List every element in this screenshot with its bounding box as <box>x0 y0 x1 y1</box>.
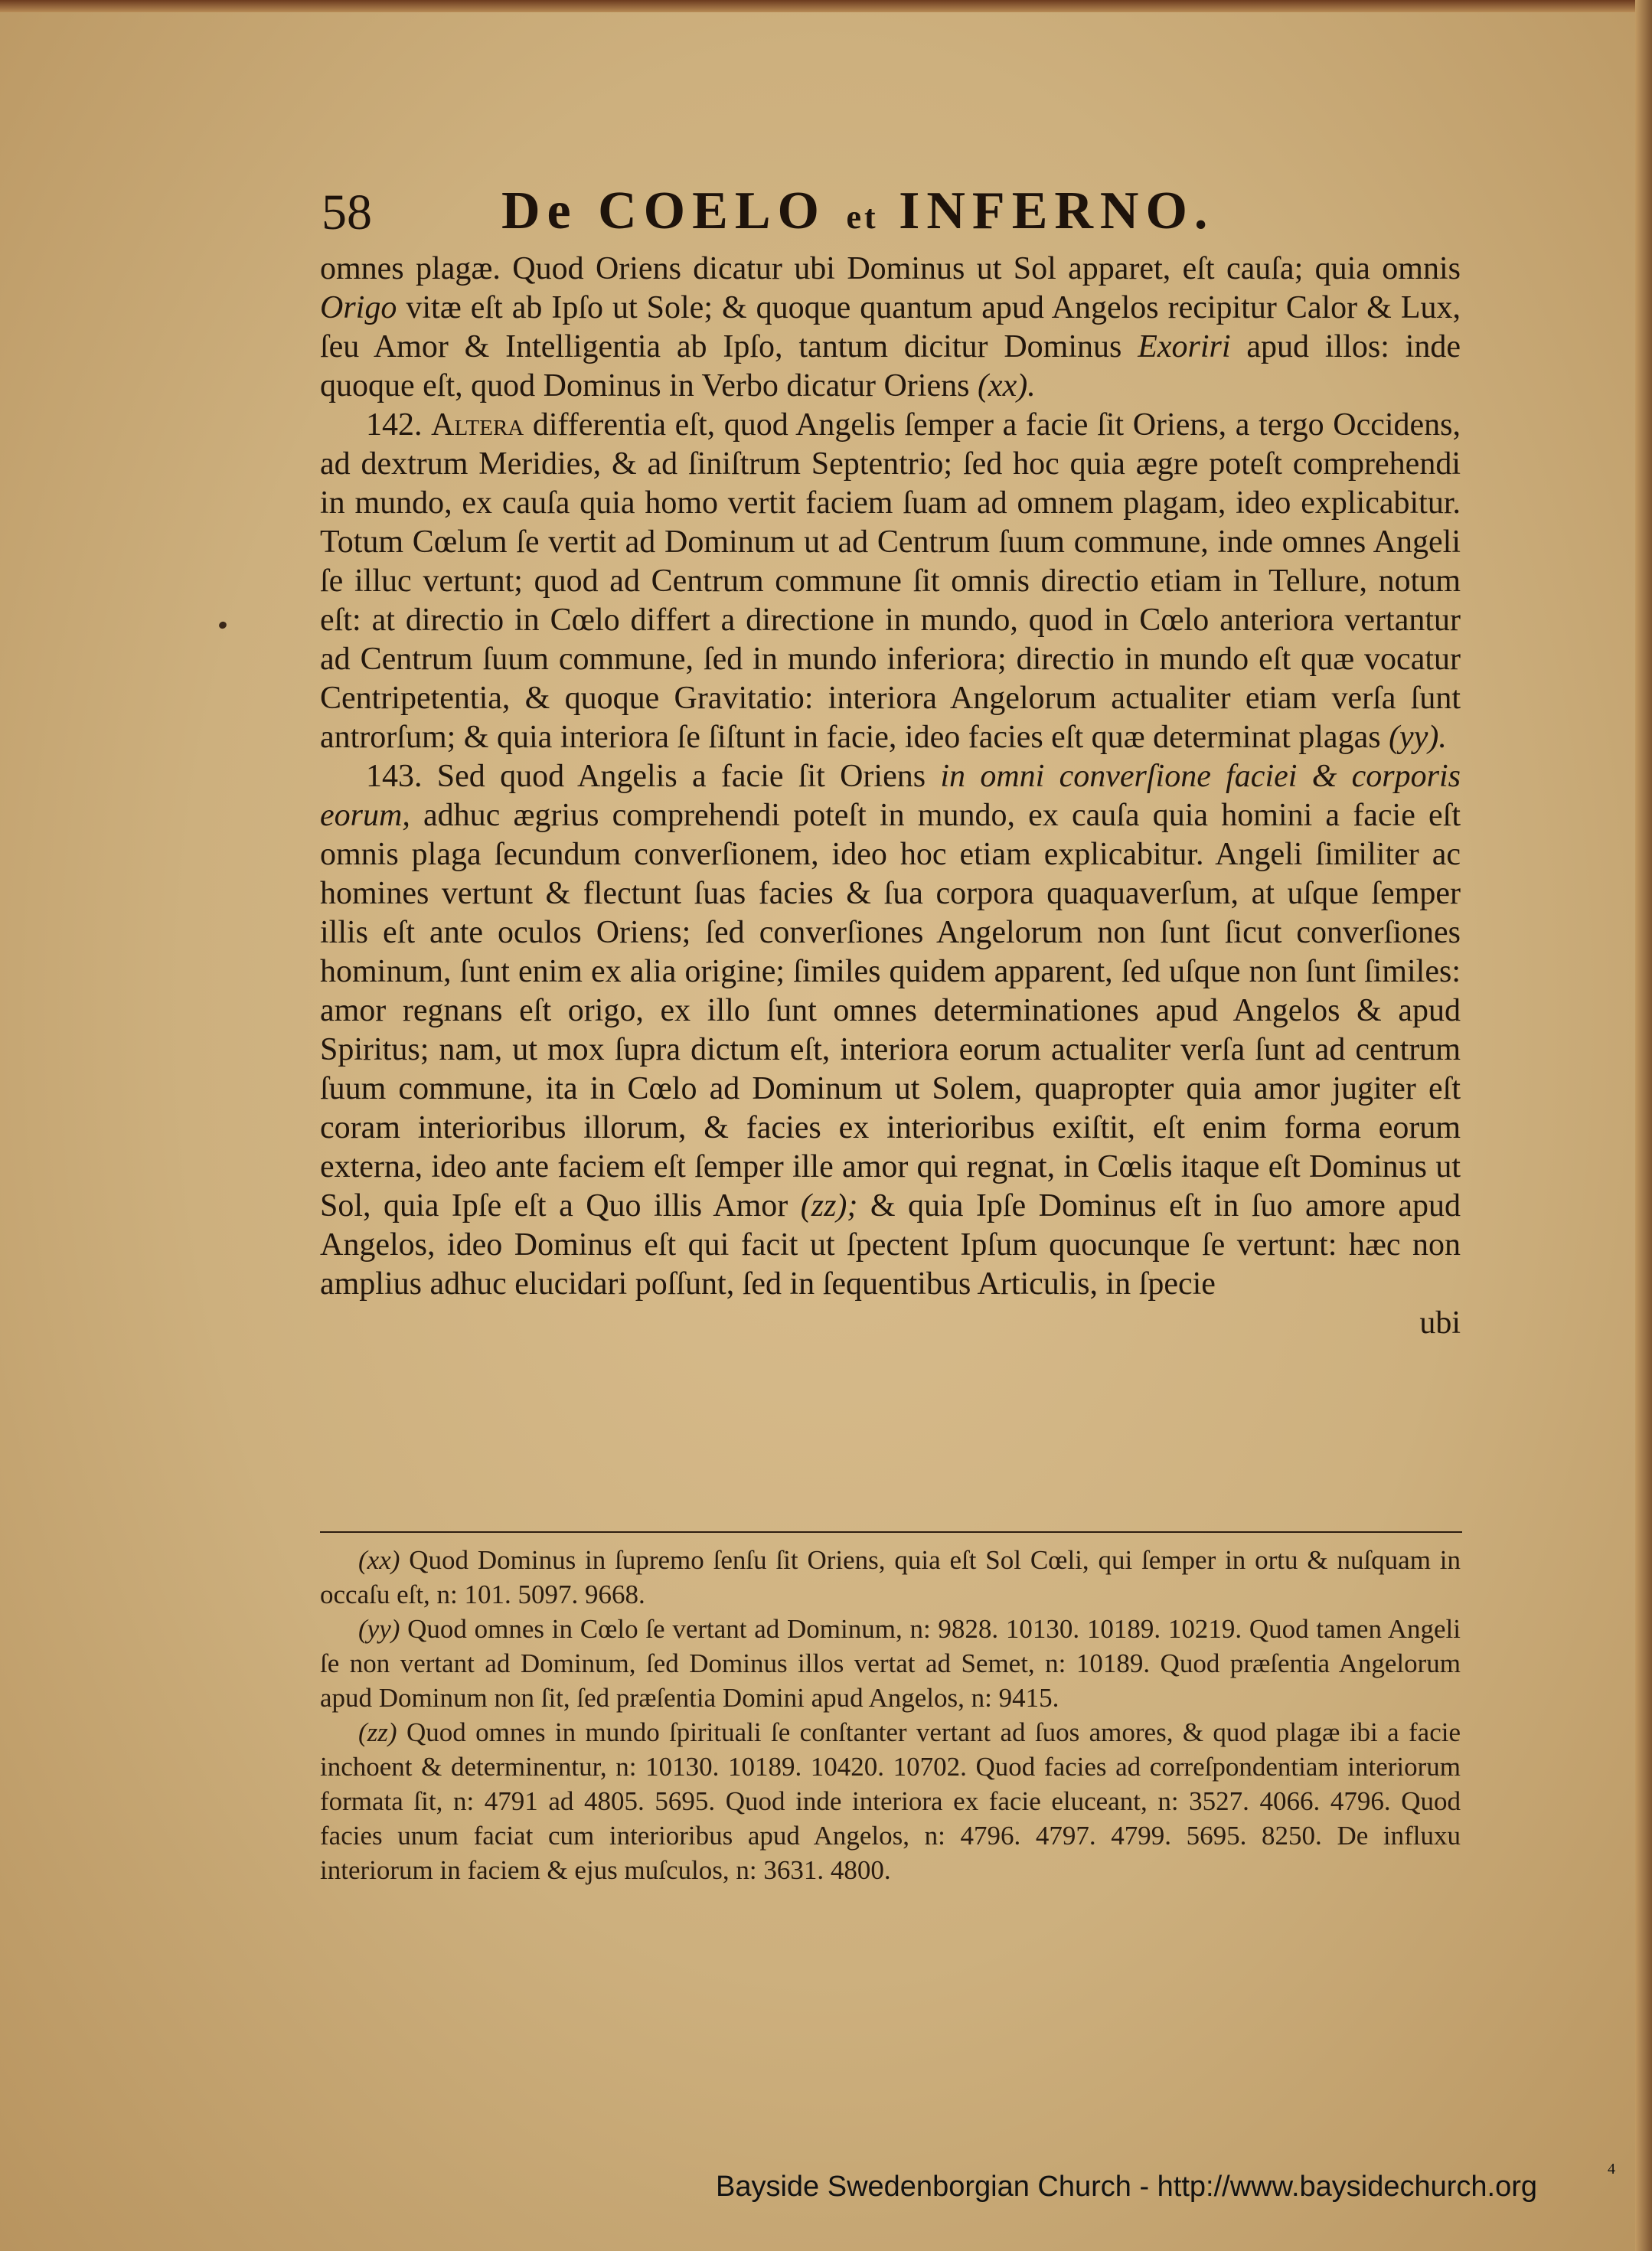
page-right-edge <box>1635 0 1652 2251</box>
footnote-ref-xx: (xx). <box>977 368 1036 403</box>
paragraph-number: 142. <box>366 407 423 443</box>
footnote-ref-zz: (zz); <box>800 1188 858 1224</box>
footnote-xx: (xx) Quod Dominus in ſupremo ſenſu ſit Oriens, quia eſt Sol Cœli, qui ſemper in ortu & nuſquam in occaſu eſt, n: 101. 5097. 9668. <box>320 1545 1461 1609</box>
ink-mark <box>217 620 227 630</box>
catchword: ubi <box>1419 1305 1461 1341</box>
main-text <box>320 250 1461 1343</box>
paragraph-number: 143. <box>366 759 423 794</box>
watermark-caption: Bayside Swedenborgian Church - http://www.baysidechurch.org <box>716 2171 1538 2203</box>
page-header <box>322 175 1470 251</box>
paragraph-142: 142. Altera differentia eſt, quod Angelis ſemper a facie ſit Oriens, a tergo Occidens, ad dextrum Meridies, & ad ſiniſtrum Septentrio; ſed hoc quia ægre poteſt comprehendi in mundo, ex cauſa quia homo vertit faciem ſuam ad omnem plagam, ideo explicabitur. Totum Cœlum ſe vertit ad Dominum ut ad Centrum ſuum commune, inde omnes Angeli ſe illuc vertunt; quod ad Centrum commune ſit omnis directio etiam in Tellure, notum eſt: at directio in Cœlo differt a directione in mundo, quod in Cœlo anteriora vertantur ad Centrum ſuum commune, ſed in mundo inferiora; directio in mundo eſt quæ vocatur Centripetentia, & quoque Gravitatio: interiora Angelorum actualiter etiam verſa ſunt antrorſum; & quia interiora ſe ſiſtunt in facie, ideo facies eſt quæ determinat plagas (yy). <box>320 407 1461 755</box>
title-et: et <box>846 198 879 236</box>
page-number: 58 <box>322 185 372 240</box>
title-coelo: COELO <box>598 181 826 240</box>
footnote-rule <box>320 1531 1462 1533</box>
page-flag: 4 <box>1608 2161 1615 2177</box>
page-top-edge <box>0 0 1652 12</box>
footnote-zz: (zz) Quod omnes in mundo ſpirituali ſe conſtanter vertant ad ſuos amores, & quod plagæ ibi a facie inchoent & determinentur, n: 10130. 10189. 10420. 10702. Quod facies ad correſpondentiam interiorum formata ſit, n: 4791 ad 4805. 5695. Quod inde interiora ex facie eluceant, n: 3527. 4066. 4796. Quod facies unum faciat cum interioribus apud Angelos, n: 4796. 4797. 4799. 5695. 8250. De influxu interiorum in faciem & ejus muſculos, n: 3631. 4800. <box>320 1717 1461 1885</box>
paragraph-continued: omnes plagæ. Quod Oriens dicatur ubi Dominus ut Sol apparet, eſt cauſa; quia omnis Origo vitæ eſt ab Ipſo ut Sole; & quoque quantum apud Angelos recipitur Calor & Lux, ſeu Amor & Intelligentia ab Ipſo, tantum dicitur Dominus Exoriri apud illos: inde quoque eſt, quod Dominus in Verbo dicatur Oriens (xx). <box>320 251 1461 403</box>
title-de: De <box>501 181 578 240</box>
running-title <box>501 181 1214 242</box>
title-inferno: INFERNO. <box>899 181 1215 240</box>
footnote-yy: (yy) Quod omnes in Cœlo ſe vertant ad Dominum, n: 9828. 10130. 10189. 10219. Quod tamen Angeli ſe non vertant ad Dominum, ſed Dominus illos vertat ad Semet, n: 10189. Quod præſentia Angelorum apud Dominum non ſit, ſed præſentia Domini apud Angelos, n: 9415. <box>320 1614 1461 1713</box>
footnote-ref-yy: (yy). <box>1389 720 1447 755</box>
paragraph-143: 143. Sed quod Angelis a facie ſit Oriens in omni converſione faciei & corporis eorum, adhuc ægrius comprehendi poteſt in mundo, ex cauſa quia homini a facie eſt omnis plaga ſecundum converſionem, ideo hoc etiam explicabitur. Angeli ſimiliter ac homines vertunt & flectunt ſuas facies & ſua corpora quaquaverſum, at uſque ſemper illis eſt ante oculos Oriens; ſed converſiones Angelorum non ſunt ſicut converſiones hominum, ſunt enim ex alia origine; ſimiles quidem apparent, ſed uſque non ſunt ſimiles: amor regnans eſt origo, ex illo ſunt omnes determinationes apud Angelos & apud Spiritus; nam, ut mox ſupra dictum eſt, interiora eorum actualiter verſa ſunt ad centrum ſuum commune, ita in Cœlo ad Dominum ut Solem, quapropter quia amor jugiter eſt coram interioribus illorum, & facies ex interioribus exiſtit, eſt enim forma eorum externa, ideo ante faciem eſt ſemper ille amor qui regnat, in Cœlis itaque eſt Dominus ut Sol, quia Ipſe eſt a Quo illis Amor (zz); & quia Ipſe Dominus eſt in ſuo amore apud Angelos, ideo Dominus eſt qui facit ut ſpectent Ipſum quocunque ſe vertunt: hæc non amplius adhuc elucidari poſſunt, ſed in ſequentibus Articulis, in ſpecie <box>320 759 1461 1302</box>
footnotes <box>320 1543 1461 1887</box>
